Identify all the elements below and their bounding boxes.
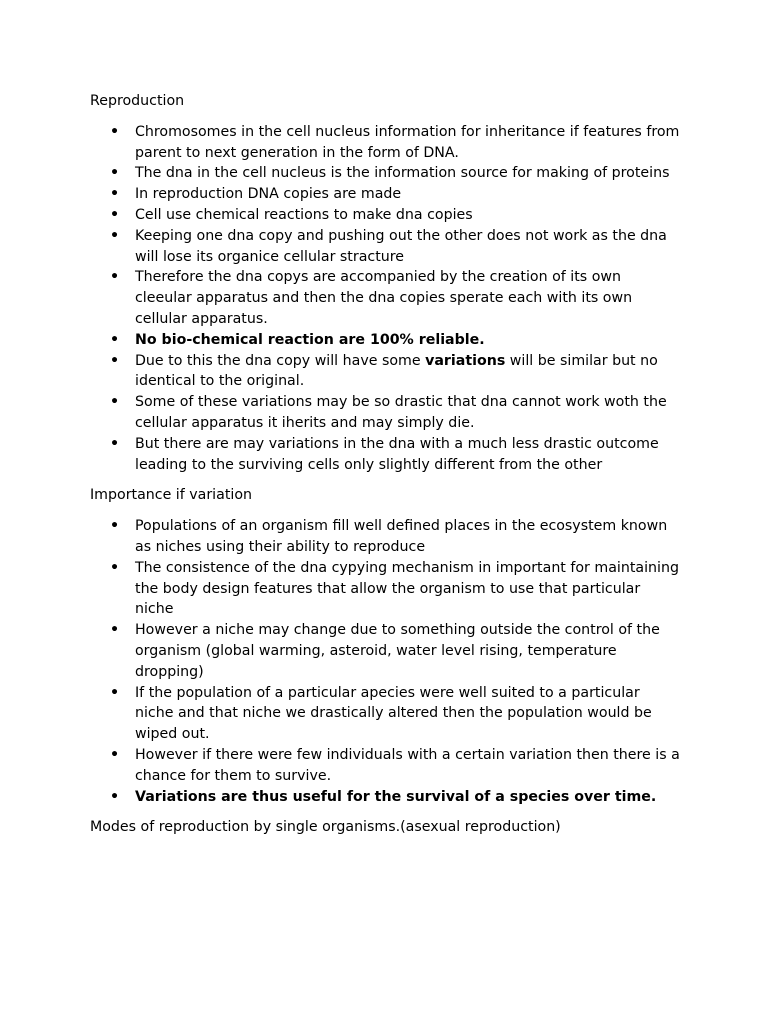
bullet-icon: •: [110, 746, 120, 763]
list-item-bold: [90, 330, 680, 351]
list-item-text: Variations are thus useful for the survival of a species over time.: [135, 788, 657, 805]
list-item: [90, 434, 680, 476]
list-item: [90, 122, 680, 164]
bullet-icon: •: [110, 331, 120, 348]
list-item: [90, 392, 680, 434]
list-item: [90, 683, 680, 745]
list-item: [90, 558, 680, 620]
list-item-text: If the population of a particular apecies were well suited to a particular niche and that niche we drastically altered then the population would be wiped out.: [135, 684, 652, 743]
bullet-icon: •: [110, 559, 120, 576]
bullet-icon: •: [110, 788, 120, 805]
list-item-text: In reproduction DNA copies are made: [135, 186, 402, 203]
bullet-icon: •: [110, 269, 120, 286]
list-item-text-after: will be similar but no identical to the original.: [135, 352, 658, 390]
list-item-text-before: Due to this the dna copy will have some: [135, 352, 426, 369]
list-item: [90, 163, 680, 184]
bullet-icon: •: [110, 352, 120, 369]
list-item: [90, 267, 680, 329]
section-heading-modes-of-reproduction: Modes of reproduction by single organisms.(asexual reproduction): [90, 819, 561, 836]
bullet-icon: •: [110, 684, 120, 701]
variation-list: [90, 516, 690, 807]
list-item-text: Populations of an organism fill well defined places in the ecosystem known as niches using their ability to reproduce: [135, 518, 668, 555]
list-item-text: However if there were few individuals with a certain variation then there is a chance for them to survive.: [135, 746, 680, 784]
list-item-emphasis: variations: [425, 352, 506, 369]
bullet-icon: •: [110, 123, 120, 140]
list-item: [90, 516, 680, 558]
section-heading-reproduction: Reproduction: [90, 93, 185, 109]
list-item: [90, 205, 680, 226]
list-item: [90, 351, 680, 393]
bullet-icon: •: [110, 518, 120, 535]
list-item-text: No bio-chemical reaction are 100% reliable.: [135, 331, 485, 348]
bullet-icon: •: [110, 394, 120, 411]
bullet-icon: •: [110, 165, 120, 182]
bullet-icon: •: [110, 622, 120, 639]
list-item: [90, 184, 680, 205]
list-item: [90, 226, 680, 268]
list-item-text: Some of these variations may be so drastic that dna cannot work woth the cellular apparatus it iherits and may simply die.: [135, 394, 667, 431]
bullet-icon: •: [110, 186, 120, 203]
section-heading-importance-of-variation: Importance if variation: [90, 487, 252, 504]
bullet-icon: •: [110, 206, 120, 223]
list-item-text: The dna in the cell nucleus is the information source for making of proteins: [135, 165, 670, 182]
list-item-text: Cell use chemical reactions to make dna copies: [135, 206, 473, 223]
document-body: [90, 91, 690, 838]
list-item-text: However a niche may change due to something outside the control of the organism (global warming, asteroid, water level rising, temperature dropping): [135, 622, 660, 680]
list-item-text: The consistence of the dna cypying mechanism in important for maintaining the body design features that allow the organism to use that particular niche: [135, 559, 679, 618]
list-item-bold: [90, 787, 680, 808]
list-item-text: Therefore the dna copys are accompanied by the creation of its own cleeular apparatus and then the dna copies sperate each with its own cellular apparatus.: [135, 269, 633, 327]
list-item-text: Keeping one dna copy and pushing out the other does not work as the dna will lose its organice cellular stracture: [135, 227, 667, 265]
list-item-text: Chromosomes in the cell nucleus information for inheritance if features from parent to next generation in the form of DNA.: [135, 123, 680, 161]
list-item: [90, 745, 680, 787]
reproduction-list: [90, 122, 690, 476]
bullet-icon: •: [110, 435, 120, 452]
list-item-text: But there are may variations in the dna with a much less drastic outcome leading to the surviving cells only slightly different from the other: [135, 435, 659, 473]
bullet-icon: •: [110, 227, 120, 244]
list-item: [90, 620, 680, 682]
